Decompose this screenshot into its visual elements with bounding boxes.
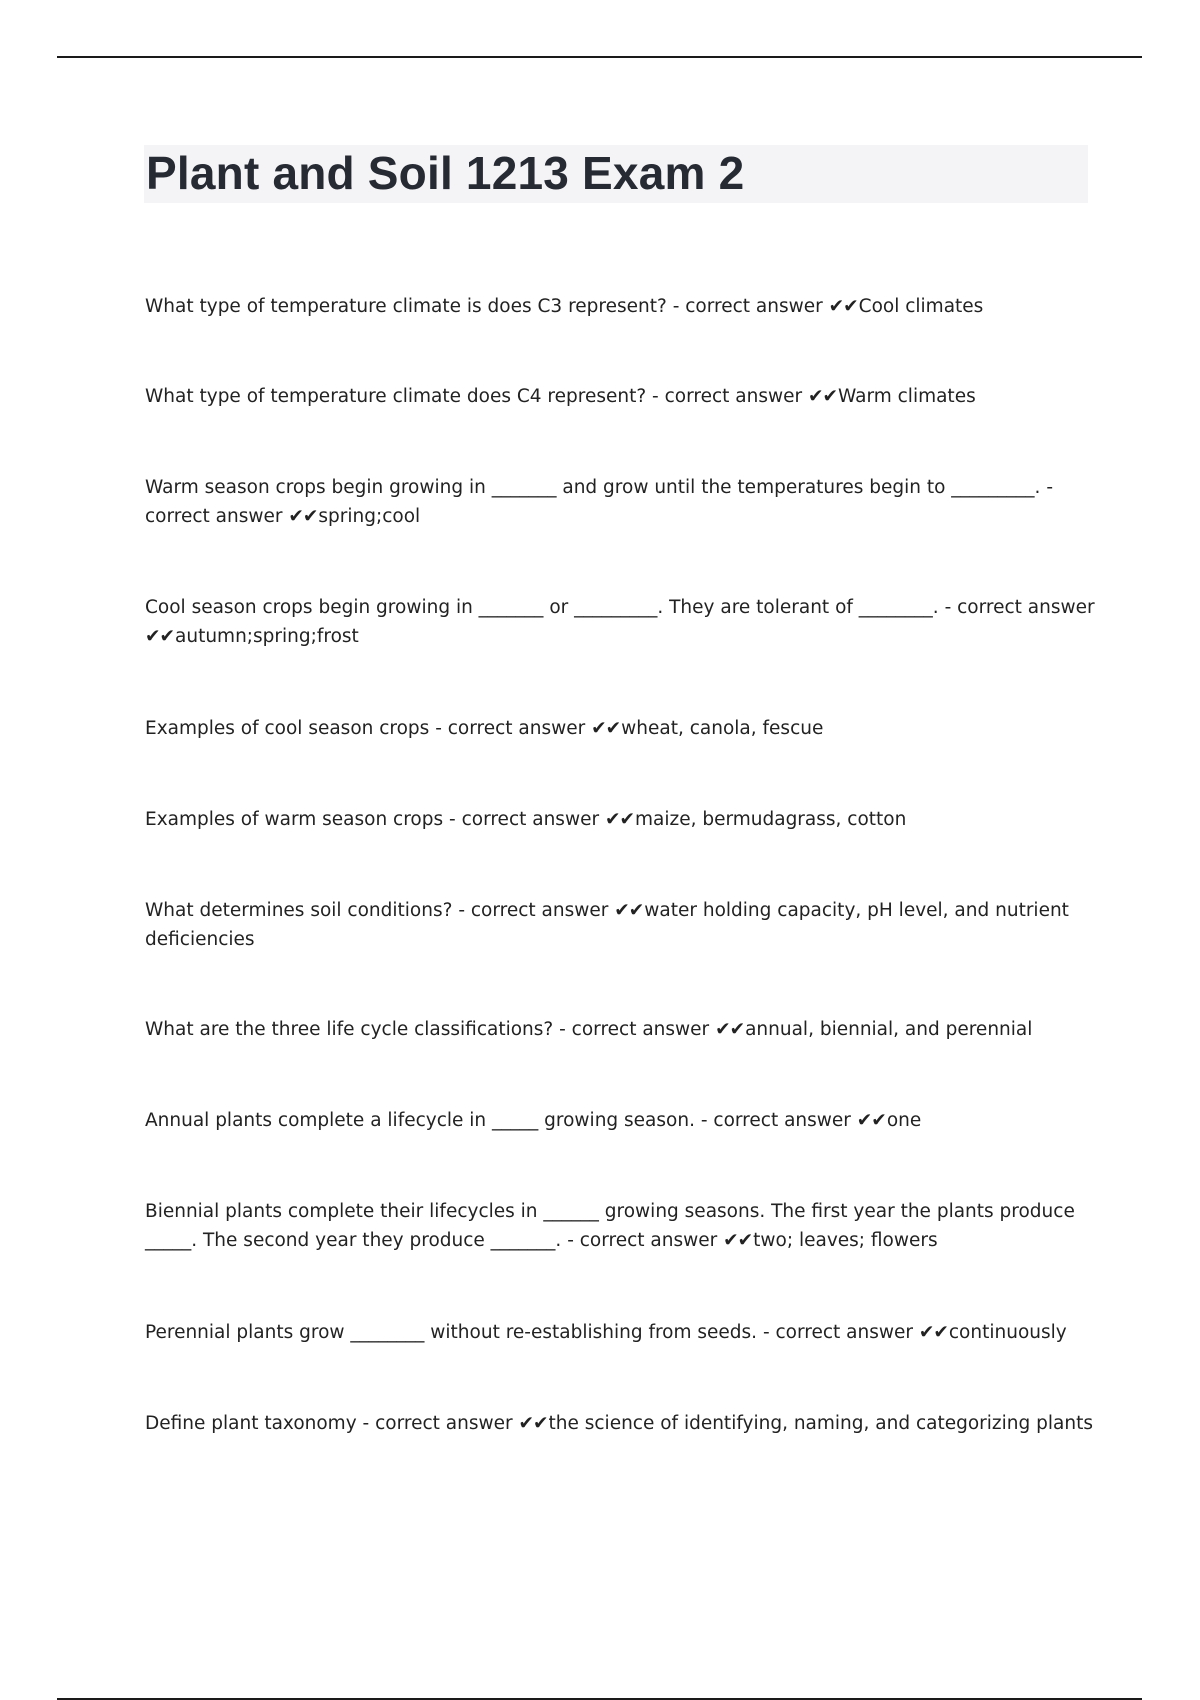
qa-item [145, 593, 1095, 651]
qa-item [145, 382, 1095, 411]
answer-text: Warm climates [838, 386, 976, 407]
question-text: Annual plants complete a lifecycle in _____ growing season. [145, 1110, 695, 1131]
answer-marker: - correct answer [145, 477, 1054, 527]
answer-text: annual, biennial, and perennial [745, 1019, 1033, 1040]
qa-item [145, 714, 1095, 743]
check-icon: ✔✔ [591, 718, 621, 739]
check-icon: ✔✔ [807, 386, 837, 407]
answer-marker: - correct answer [559, 1019, 710, 1040]
answer-marker: - correct answer [435, 718, 586, 739]
answer-text: wheat, canola, fescue [621, 718, 824, 739]
answer-marker: - correct answer [944, 597, 1095, 618]
answer-marker: - correct answer [762, 1322, 913, 1343]
question-text: What type of temperature climate is does C3 represent? [145, 296, 667, 317]
top-rule [57, 56, 1142, 58]
answer-text: spring;cool [318, 506, 421, 527]
qa-item [145, 292, 1095, 321]
page-title: Plant and Soil 1213 Exam 2 [146, 147, 745, 199]
answer-marker: - correct answer [362, 1413, 513, 1434]
answer-marker: - correct answer [449, 809, 600, 830]
answer-marker: - correct answer [567, 1230, 718, 1251]
answer-text: one [886, 1110, 922, 1131]
qa-item [145, 473, 1095, 531]
check-icon: ✔✔ [715, 1019, 745, 1040]
question-text: Warm season crops begin growing in _______ and grow until the temperatures begin to _________. [145, 477, 1041, 498]
answer-text: the science of identifying, naming, and categorizing plants [548, 1413, 1093, 1434]
check-icon: ✔✔ [288, 506, 318, 527]
check-icon: ✔✔ [723, 1230, 753, 1251]
question-text: Perennial plants grow ________ without re-establishing from seeds. [145, 1322, 758, 1343]
qa-item [145, 1197, 1095, 1255]
answer-marker: - correct answer [458, 900, 609, 921]
answer-text: autumn;spring;frost [175, 626, 359, 647]
answer-marker: - correct answer [672, 296, 823, 317]
answer-marker: - correct answer [652, 386, 803, 407]
question-text: What type of temperature climate does C4 represent? [145, 386, 647, 407]
check-icon: ✔✔ [856, 1110, 886, 1131]
answer-text: two; leaves; flowers [753, 1230, 938, 1251]
question-text: Examples of cool season crops [145, 718, 430, 739]
question-text: Biennial plants complete their lifecycles in ______ growing seasons. The first year the plants produce _____. The second year they produce _______. [145, 1201, 1075, 1251]
answer-text: Cool climates [858, 296, 984, 317]
qa-item [145, 805, 1095, 834]
check-icon: ✔✔ [918, 1322, 948, 1343]
answer-marker: - correct answer [700, 1110, 851, 1131]
check-icon: ✔✔ [518, 1413, 548, 1434]
qa-item [145, 1015, 1095, 1044]
question-text: Define plant taxonomy [145, 1413, 357, 1434]
check-icon: ✔✔ [828, 296, 858, 317]
answer-text: maize, bermudagrass, cotton [634, 809, 907, 830]
answer-text: water holding capacity, pH level, and nutrient deficiencies [145, 900, 1069, 950]
question-text: Examples of warm season crops [145, 809, 444, 830]
answer-text: continuously [948, 1322, 1067, 1343]
qa-item [145, 1106, 1095, 1135]
check-icon: ✔✔ [614, 900, 644, 921]
qa-item [145, 896, 1095, 954]
question-text: What determines soil conditions? [145, 900, 453, 921]
check-icon: ✔✔ [145, 626, 175, 647]
check-icon: ✔✔ [604, 809, 634, 830]
qa-item [145, 1409, 1095, 1438]
question-text: Cool season crops begin growing in _______ or _________. They are tolerant of ________. [145, 597, 939, 618]
question-text: What are the three life cycle classifications? [145, 1019, 554, 1040]
qa-item [145, 1318, 1095, 1347]
